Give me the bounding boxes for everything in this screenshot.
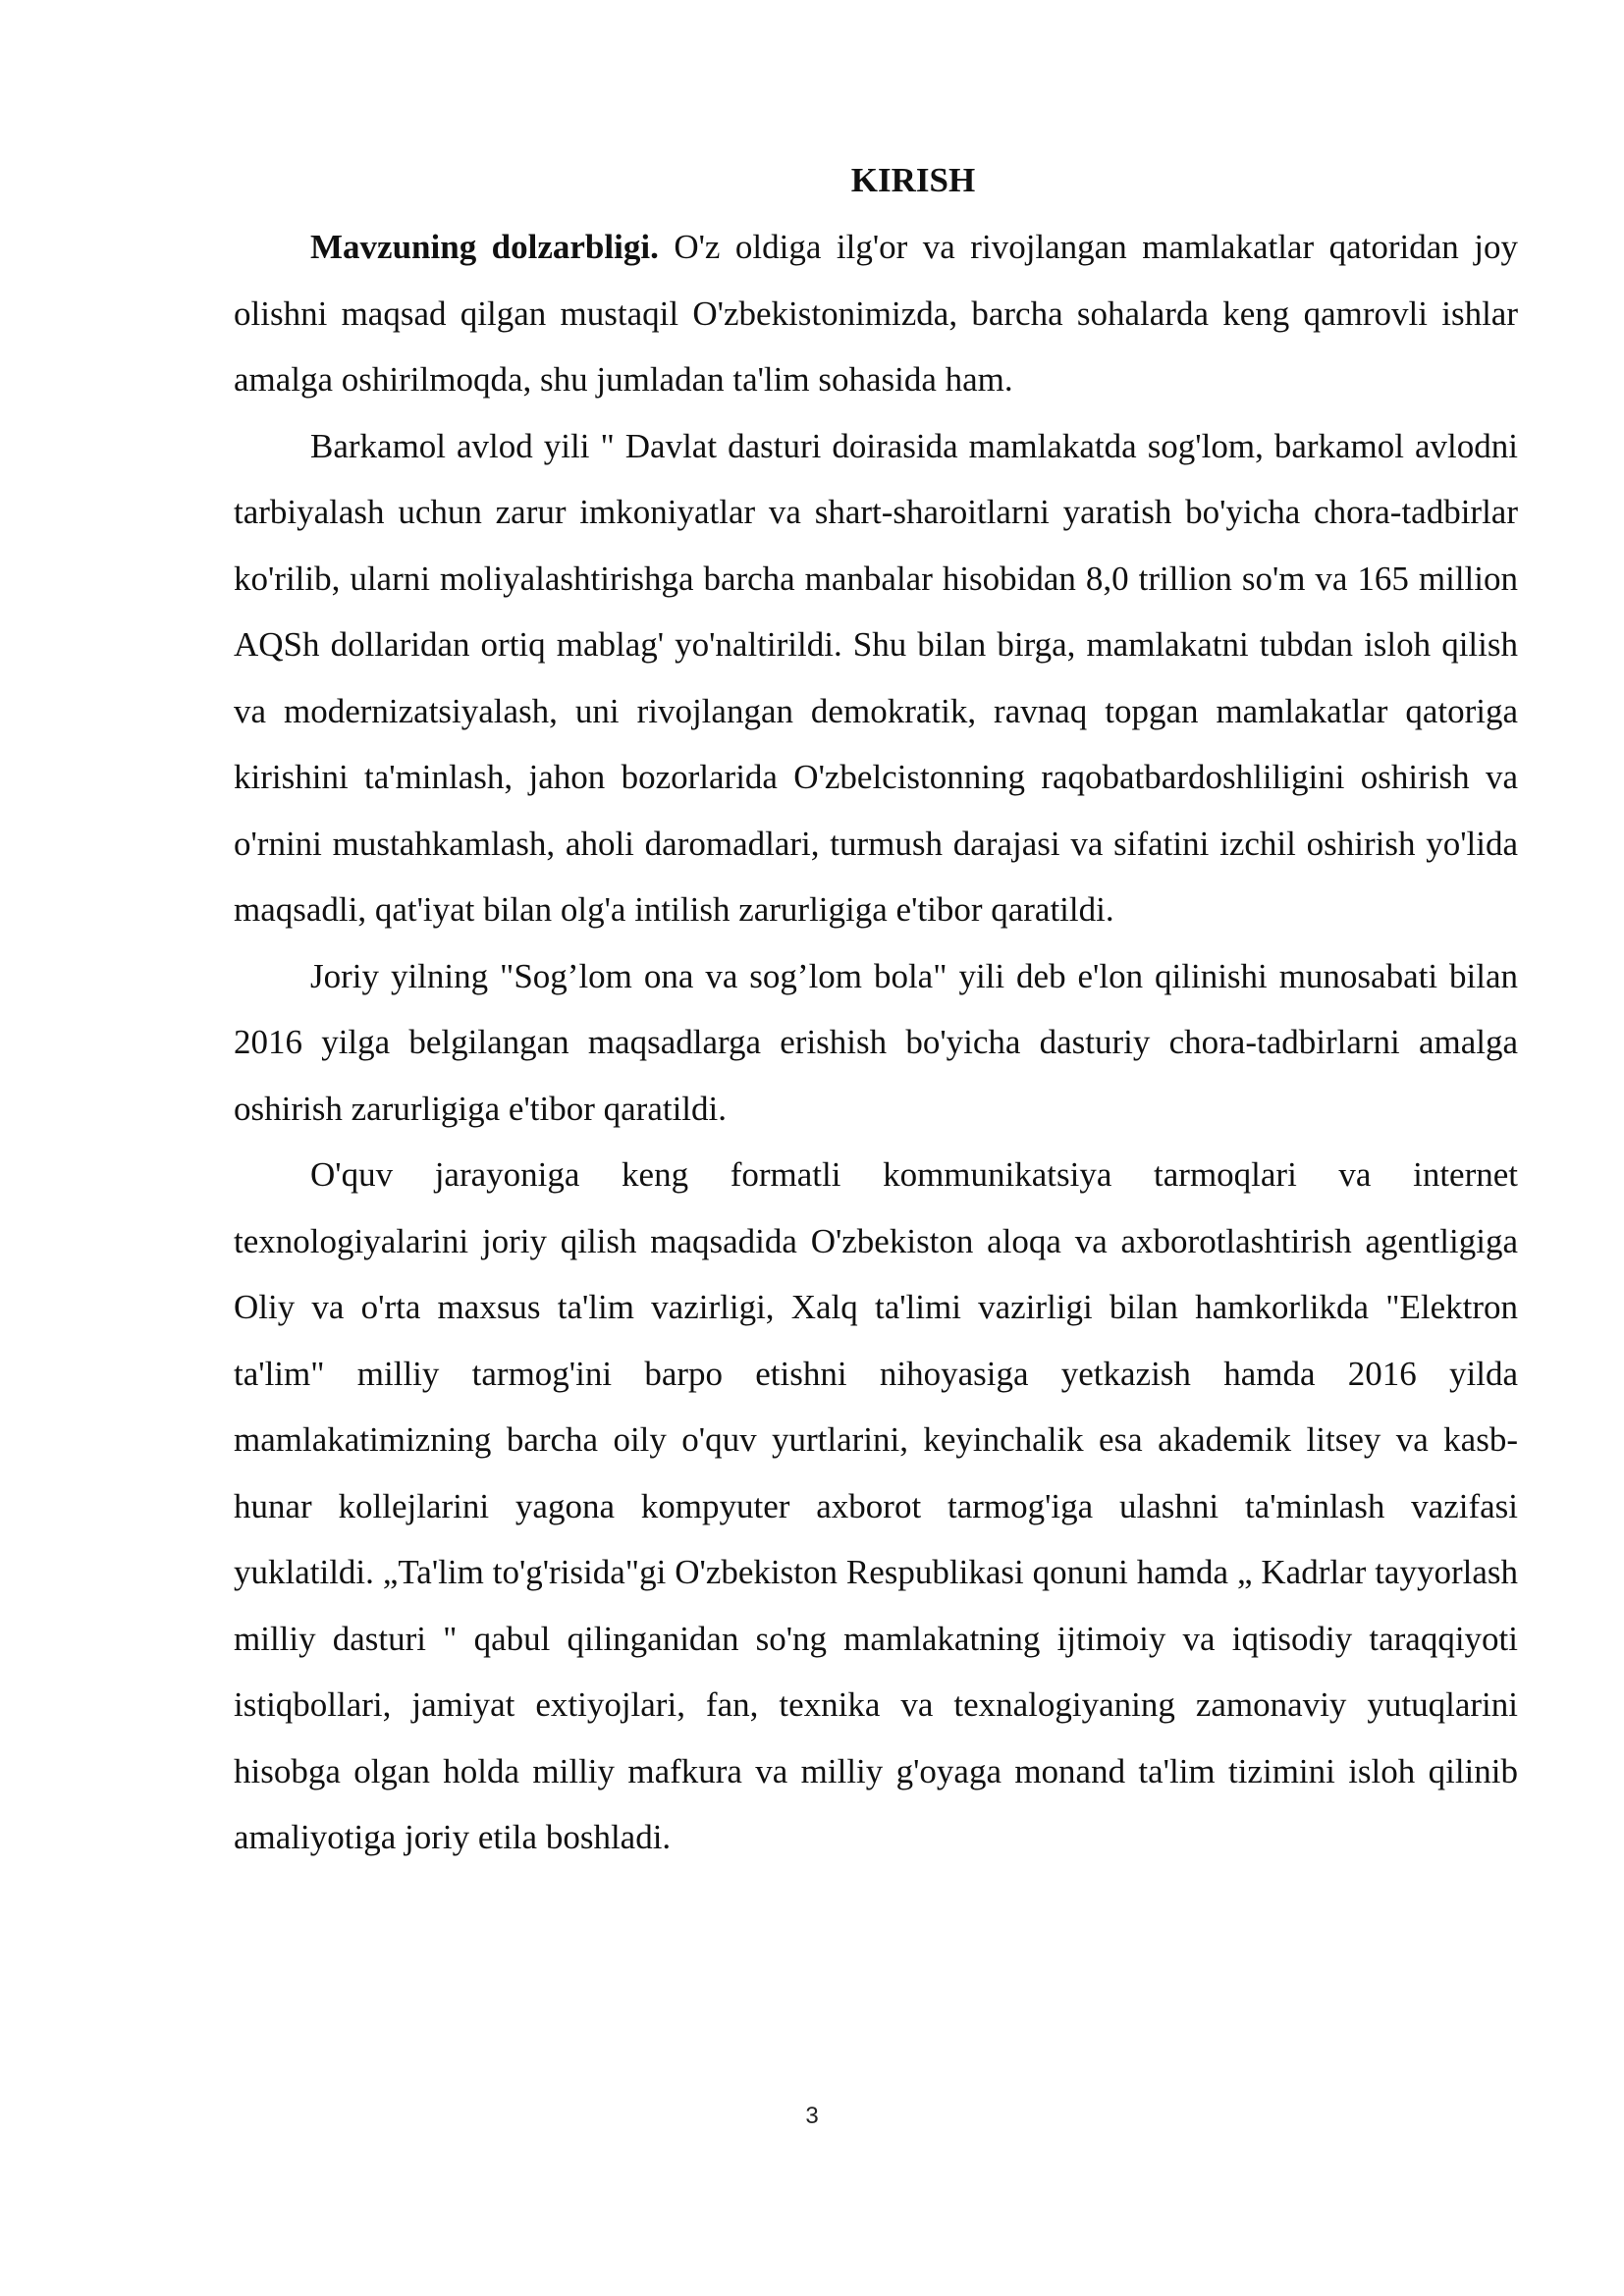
paragraph-lead: Mavzuning dolzarbligi. [310, 228, 659, 266]
paragraph-text: Joriy yilning "Sog’lom ona va sog’lom bola" yili deb e'lon qilinishi munosabati bilan 2016 yilga belgilangan maqsadlarga erishish bo'yicha dasturiy chora-tadbirlarni amalga oshirish zarurligiga e'tibor qaratildi. [234, 956, 1518, 1128]
paragraph-text: O'quv jarayoniga keng formatli kommunikatsiya tarmoqlari va internet texnologiyalarini joriy qilish maqsadida O'zbekiston aloqa va axborotlashtirish agentligiga Oliy va o'rta maxsus ta'lim vazirligi, Xalq ta'limi vazirligi bilan hamkorlikda "Elektron ta'lim" milliy tarmog'ini barpo etishni nihoyasiga yetkazish hamda 2016 yilda mamlakatimizning barcha oily o'quv yurtlarini, keyinchalik esa akademik litsey va kasb-hunar kollejlarini yagona kompyuter axborot tarmog'iga ulashni ta'minlash vazifasi yuklatildi. „Ta'lim to'g'risida"gi O'zbekiston Respublikasi qonuni hamda „ Kadrlar tayyorlash milliy dasturi " qabul qilinganidan so'ng mamlakatning ijtimoiy va iqtisodiy taraqqiyoti istiqbollari, jamiyat extiyojlari, fan, texnika va texnalogiyaning zamonaviy yutuqlarini hisobga olgan holda milliy mafkura va milliy g'oyaga monand ta'lim tizimini isloh qilinib amaliyotiga joriy etila boshladi. [234, 1155, 1518, 1856]
paragraph-text: Barkamol avlod yili " Davlat dasturi doirasida mamlakatda sog'lom, barkamol avlodni tarbiyalash uchun zarur imkoniyatlar va shart-sharoitlarni yaratish bo'yicha chora-tadbirlar ko'rilib, ularni moliyalashtirishga barcha manbalar hisobidan 8,0 trillion so'm va 165 million AQSh dollaridan ortiq mablag' yo'naltirildi. Shu bilan birga, mamlakatni tubdan isloh qilish va modernizatsiyalash, uni rivojlangan demokratik, ravnaq topgan mamlakatlar qatoriga kirishini ta'minlash, jahon bozorlarida O'zbelcistonning raqobatbardoshliligini oshirish va o'rnini mustahkamlash, aholi daromadlari, turmush darajasi va sifatini izchil oshirish yo'lida maqsadli, qat'iyat bilan olg'a intilish zarurligiga e'tibor qaratildi. [234, 426, 1518, 929]
page-number: 3 [805, 2103, 819, 2129]
paragraph-1 [234, 214, 1518, 413]
paragraph-text: O'z oldiga ilg'or va rivojlangan mamlakatlar qatoridan joy olishni maqsad qilgan mustaqil O'zbekistonimizda, barcha sohalarda keng qamrovli ishlar amalga oshirilmoqda, shu jumladan ta'lim sohasida ham. [234, 228, 1518, 399]
page-content [234, 147, 1518, 1871]
paragraph-4 [234, 1142, 1518, 1871]
page-title: KIRISH [850, 161, 976, 199]
paragraph-2 [234, 413, 1518, 943]
paragraph-3 [234, 943, 1518, 1143]
